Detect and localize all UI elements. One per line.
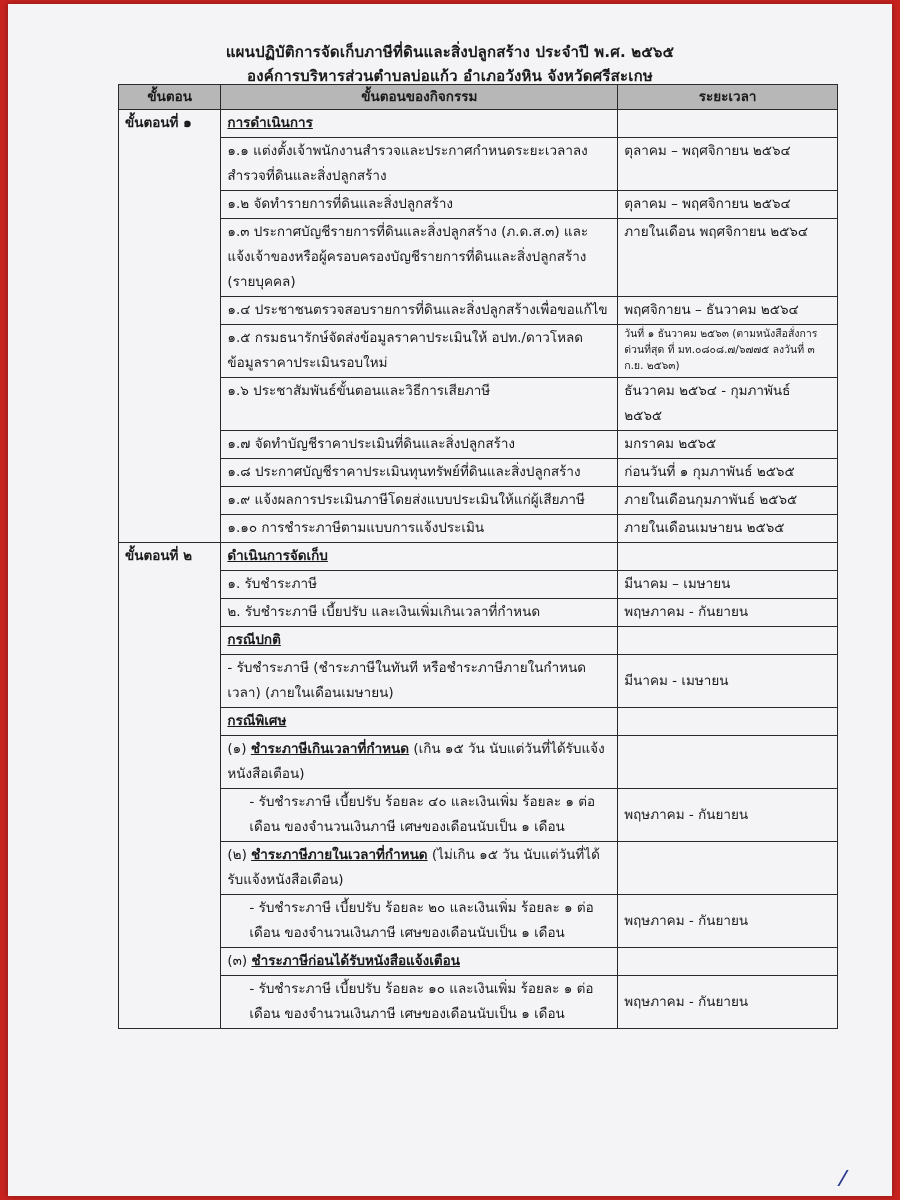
period-cell: พฤษภาคม - กันยายน [618, 599, 838, 627]
table-row [119, 487, 838, 515]
period-cell: มกราคม ๒๕๖๕ [618, 431, 838, 459]
step2-heading-text: ดำเนินการจัดเก็บ [227, 548, 328, 564]
activity-cell: ๑.๖ ประชาสัมพันธ์ขั้นตอนและวิธีการเสียภาษี [221, 378, 618, 431]
period-cell: พฤษภาคม - กันยายน [618, 895, 838, 948]
item-number: (๑) [227, 741, 247, 757]
special-case-text: กรณีพิเศษ [227, 713, 287, 729]
special-case-heading [221, 708, 618, 736]
table-row [119, 571, 838, 599]
activity-cell: ๑.๔ ประชาชนตรวจสอบรายการที่ดินและสิ่งปลูกสร้างเพื่อขอแก้ไข [221, 297, 618, 325]
header-step: ขั้นตอน [119, 85, 221, 110]
period-cell: มีนาคม – เมษายน [618, 571, 838, 599]
period-cell: มีนาคม - เมษายน [618, 655, 838, 708]
period-cell: ภายในเดือนกุมภาพันธ์ ๒๕๖๕ [618, 487, 838, 515]
activity-cell: - รับชำระภาษี (ชำระภาษีในทันที หรือชำระภาษีภายในกำหนดเวลา) (ภายในเดือนเมษายน) [221, 655, 618, 708]
table-row [119, 191, 838, 219]
table-header-row [119, 85, 838, 110]
table-row [119, 708, 838, 736]
activity-cell [221, 895, 618, 948]
item-detail: - รับชำระภาษี เบี้ยปรับ ร้อยละ ๒๐ และเงินเพิ่ม ร้อยละ ๑ ต่อเดือน ของจำนวนเงินภาษี เศษของเดือนนับเป็น ๑ เดือน [249, 900, 594, 941]
item-title: ชำระภาษีภายในเวลาที่กำหนด [251, 847, 428, 863]
period-cell: วันที่ ๑ ธันวาคม ๒๕๖๓ (ตามหนังสือสั่งการด่วนที่สุด ที่ มท.๐๘๐๘.๗/๖๗๗๕ ลงวันที่ ๓ ก.ย. ๒๕๖๓) [618, 325, 838, 378]
period-cell: ธันวาคม ๒๕๖๔ - กุมภาพันธ์ ๒๕๖๕ [618, 378, 838, 431]
table-row [119, 976, 838, 1029]
step2-label: ขั้นตอนที่ ๒ [119, 543, 221, 1029]
step2-heading [221, 543, 618, 571]
period-cell: ก่อนวันที่ ๑ กุมภาพันธ์ ๒๕๖๕ [618, 459, 838, 487]
item-number: (๓) [227, 953, 248, 969]
activity-cell: ๑.๑ แต่งตั้งเจ้าพนักงานสำรวจและประกาศกำหนดระยะเวลาลงสำรวจที่ดินและสิ่งปลูกสร้าง [221, 138, 618, 191]
normal-case-text: กรณีปกติ [227, 632, 281, 648]
item-note: (เกิน ๑๕ วัน นับแต่วันที่ได้รับแจ้งหนังสือเตือน) [227, 741, 605, 782]
period-cell: ตุลาคม – พฤศจิกายน ๒๕๖๔ [618, 138, 838, 191]
table-row [119, 459, 838, 487]
item-detail: - รับชำระภาษี เบี้ยปรับ ร้อยละ ๑๐ และเงินเพิ่ม ร้อยละ ๑ ต่อเดือน ของจำนวนเงินภาษี เศษของเดือนนับเป็น ๑ เดือน [249, 981, 594, 1022]
activity-cell: ๒. รับชำระภาษี เบี้ยปรับ และเงินเพิ่มเกินเวลาที่กำหนด [221, 599, 618, 627]
item-note: (ไม่เกิน ๑๕ วัน นับแต่วันที่ได้รับแจ้งหนังสือเตือน) [227, 847, 600, 888]
table-row [119, 378, 838, 431]
table-row [119, 297, 838, 325]
table-row [119, 655, 838, 708]
empty-cell [618, 842, 838, 895]
activity-cell: ๑.๙ แจ้งผลการประเมินภาษีโดยส่งแบบประเมินให้แก่ผู้เสียภาษี [221, 487, 618, 515]
table-row [119, 599, 838, 627]
item-number: (๒) [227, 847, 247, 863]
period-cell: ตุลาคม – พฤศจิกายน ๒๕๖๔ [618, 191, 838, 219]
step1-heading [221, 110, 618, 138]
period-cell: ภายในเดือน พฤศจิกายน ๒๕๖๔ [618, 219, 838, 297]
empty-cell [618, 948, 838, 976]
period-cell: พฤษภาคม - กันยายน [618, 789, 838, 842]
table-row [119, 627, 838, 655]
period-cell: ภายในเดือนเมษายน ๒๕๖๕ [618, 515, 838, 543]
table-row [119, 431, 838, 459]
document-title: แผนปฏิบัติการจัดเก็บภาษีที่ดินและสิ่งปลูกสร้าง ประจำปี พ.ศ. ๒๕๖๕ [225, 43, 675, 61]
plan-table [118, 84, 838, 1029]
table-row [119, 138, 838, 191]
activity-cell: ๑.๗ จัดทำบัญชีราคาประเมินที่ดินและสิ่งปลูกสร้าง [221, 431, 618, 459]
empty-cell [618, 627, 838, 655]
activity-cell [221, 976, 618, 1029]
activity-cell [221, 789, 618, 842]
item-title: ชำระภาษีก่อนได้รับหนังสือแจ้งเตือน [251, 953, 460, 969]
activity-cell: ๑. รับชำระภาษี [221, 571, 618, 599]
header-activity: ขั้นตอนของกิจกรรม [221, 85, 618, 110]
activity-cell: ๑.๘ ประกาศบัญชีราคาประเมินทุนทรัพย์ที่ดินและสิ่งปลูกสร้าง [221, 459, 618, 487]
period-cell: พฤษภาคม - กันยายน [618, 976, 838, 1029]
table-row [119, 515, 838, 543]
activity-cell: ๑.๒ จัดทำรายการที่ดินและสิ่งปลูกสร้าง [221, 191, 618, 219]
period-cell: พฤศจิกายน – ธันวาคม ๒๕๖๔ [618, 297, 838, 325]
empty-cell [618, 708, 838, 736]
item-title: ชำระภาษีเกินเวลาที่กำหนด [250, 741, 410, 757]
activity-cell: ๑.๑๐ การชำระภาษีตามแบบการแจ้งประเมิน [221, 515, 618, 543]
table-row [119, 325, 838, 378]
empty-cell [618, 543, 838, 571]
empty-cell [618, 110, 838, 138]
special-item-2 [221, 842, 618, 895]
normal-case-heading [221, 627, 618, 655]
table-row [119, 110, 838, 138]
table-row [119, 219, 838, 297]
table-row [119, 948, 838, 976]
special-item-1 [221, 736, 618, 789]
document-subtitle: องค์การบริหารส่วนตำบลบ่อแก้ว อำเภอวังหิน จังหวัดศรีสะเกษ [247, 67, 653, 85]
special-item-3 [221, 948, 618, 976]
header-period: ระยะเวลา [618, 85, 838, 110]
step1-heading-text: การดำเนินการ [227, 115, 313, 131]
activity-cell: ๑.๓ ประกาศบัญชีรายการที่ดินและสิ่งปลูกสร้าง (ภ.ด.ส.๓) และแจ้งเจ้าของหรือผู้ครอบครองบัญชีรายการที่ดินและสิ่งปลูกสร้าง (รายบุคคล) [221, 219, 618, 297]
table-row [119, 543, 838, 571]
empty-cell [618, 736, 838, 789]
step1-label: ขั้นตอนที่ ๑ [119, 110, 221, 543]
item-detail: - รับชำระภาษี เบี้ยปรับ ร้อยละ ๔๐ และเงินเพิ่ม ร้อยละ ๑ ต่อเดือน ของจำนวนเงินภาษี เศษของเดือนนับเป็น ๑ เดือน [249, 794, 596, 835]
activity-cell: ๑.๕ กรมธนารักษ์จัดส่งข้อมูลราคาประเมินให้ อปท./ดาวโหลดข้อมูลราคาประเมินรอบใหม่ [221, 325, 618, 378]
table-row [119, 895, 838, 948]
table-row [119, 842, 838, 895]
table-row [119, 736, 838, 789]
table-row [119, 789, 838, 842]
